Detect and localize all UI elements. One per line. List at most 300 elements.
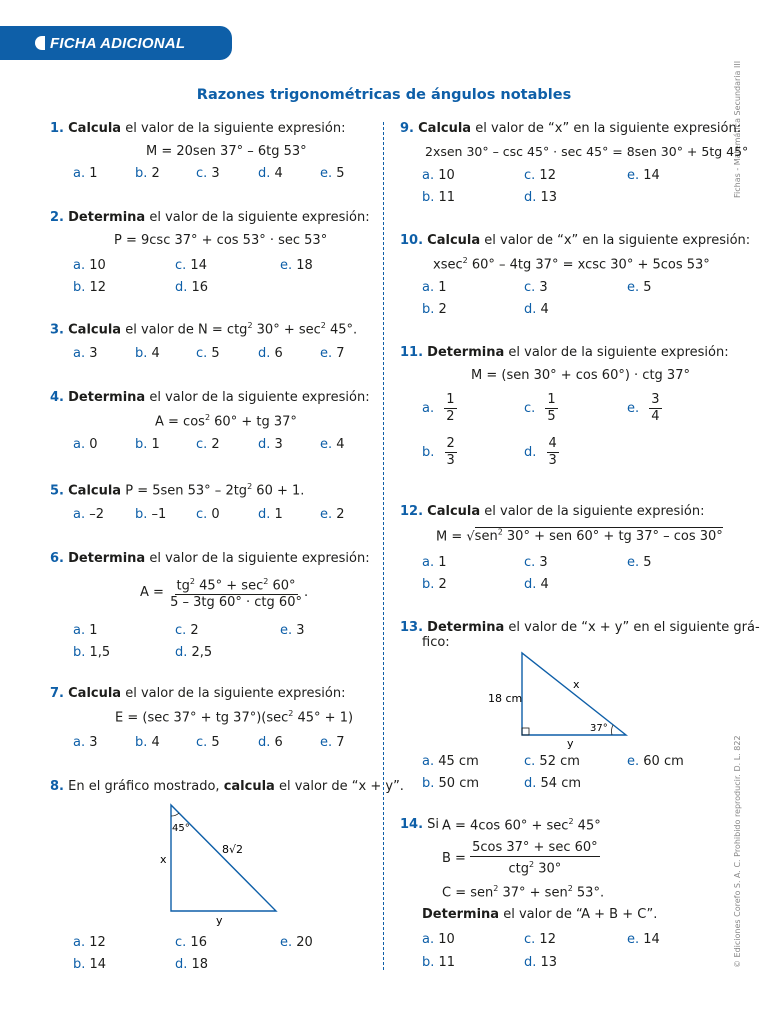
q10-option-b[interactable]	[422, 302, 447, 317]
question-12-statement	[400, 504, 705, 519]
option-value: 4	[540, 302, 549, 317]
question-7-verb: Calcula	[68, 686, 122, 701]
option-value: 12	[539, 168, 556, 183]
option-letter: e.	[627, 168, 640, 183]
question-8-number: 8.	[50, 779, 64, 794]
q4-option-e[interactable]	[320, 437, 345, 452]
option-value: 10	[89, 258, 106, 273]
option-value: 2	[190, 623, 199, 638]
question-1-number: 1.	[50, 121, 64, 136]
q8-triangle-figure	[150, 800, 290, 927]
option-value: 12	[89, 935, 106, 950]
question-14-verb: Determina	[422, 907, 500, 922]
option-letter: c.	[175, 623, 187, 638]
fraction-numerator: 4	[548, 436, 557, 451]
option-letter: a.	[73, 346, 86, 361]
section-tab-label: FICHA ADICIONAL	[50, 34, 186, 52]
q14-option-b[interactable]	[422, 955, 455, 970]
q11-option-c[interactable]	[524, 392, 558, 425]
option-letter: e.	[627, 555, 640, 570]
option-value: 3	[539, 280, 548, 295]
question-9-text: el valor de “x” en la siguiente expresión:	[471, 121, 742, 136]
option-value: 13	[540, 190, 558, 205]
q4-option-b[interactable]	[135, 437, 160, 452]
option-value: 13	[540, 955, 558, 970]
option-value: 5	[211, 735, 220, 750]
q3-option-d[interactable]	[258, 346, 283, 361]
option-letter: d.	[175, 280, 188, 295]
q3-option-a[interactable]	[73, 346, 98, 361]
question-14-statement	[400, 817, 439, 832]
expr-part: 30° + sen 60° + tg 37° – cos 30°	[502, 529, 723, 545]
q9-option-d[interactable]	[524, 190, 557, 205]
q13-option-b[interactable]	[422, 776, 479, 791]
triangle-shape	[171, 805, 276, 911]
question-13-text: el valor de “x + y” en el siguiente grá-	[504, 620, 760, 635]
question-10	[400, 233, 750, 248]
option-letter: e.	[320, 346, 333, 361]
question-11-number: 11.	[400, 345, 424, 360]
option-value: 7	[336, 735, 345, 750]
question-1-verb: Calcula	[68, 121, 122, 136]
q1-option-c[interactable]	[196, 166, 220, 181]
q2-option-d[interactable]	[175, 280, 208, 295]
expr-part: A = 4cos 60° + sec	[442, 818, 569, 834]
option-letter: e.	[627, 401, 640, 416]
q3-option-c[interactable]	[196, 346, 220, 361]
question-7	[50, 686, 345, 701]
tab-marker-icon	[35, 36, 45, 50]
option-value: 1	[151, 437, 160, 452]
question-7-number: 7.	[50, 686, 64, 701]
exponent: 2	[247, 482, 253, 491]
fraction	[444, 392, 456, 425]
question-10-verb: Calcula	[427, 233, 481, 248]
option-value: 1	[438, 280, 447, 295]
q8-option-e[interactable]	[280, 935, 313, 950]
q8-option-c[interactable]	[175, 935, 207, 950]
sqrt-icon: √	[466, 529, 475, 545]
question-2-expression: P = 9csc 37° + cos 53° · sec 53°	[114, 233, 328, 248]
question-10-statement	[400, 233, 750, 248]
q9-option-c[interactable]	[524, 168, 556, 183]
option-letter: b.	[135, 437, 148, 452]
q13-option-c[interactable]	[524, 754, 580, 769]
fraction	[168, 574, 304, 611]
q5-option-b[interactable]	[135, 507, 166, 522]
option-letter: c.	[524, 280, 536, 295]
fraction	[470, 840, 600, 877]
option-value: 10	[438, 168, 455, 183]
option-value: 5	[336, 166, 345, 181]
option-letter: b.	[422, 577, 435, 592]
q8-option-a[interactable]	[73, 935, 106, 950]
question-6-text: el valor de la siguiente expresión:	[145, 551, 370, 566]
question-10-expression	[433, 256, 710, 272]
option-letter: d.	[524, 445, 537, 460]
q10-option-c[interactable]	[524, 280, 548, 295]
exponent: 2	[288, 709, 294, 718]
expr-part: 60° – 4tg 37° = xcsc 30° + 5cos 53°	[467, 257, 710, 273]
question-12-text: el valor de la siguiente expresión:	[480, 504, 705, 519]
expr-part: 60°	[268, 578, 296, 594]
q8-option-d[interactable]	[175, 957, 208, 972]
q11-option-e[interactable]	[627, 392, 662, 425]
q3-option-e[interactable]	[320, 346, 345, 361]
q5-option-e[interactable]	[320, 507, 345, 522]
q12-option-c[interactable]	[524, 555, 548, 570]
question-14-expr-b	[442, 840, 600, 877]
q5-option-c[interactable]	[196, 507, 220, 522]
fraction-numerator: 3	[651, 392, 660, 407]
q12-option-e[interactable]	[627, 555, 652, 570]
vertical-side-label: 18 cm	[488, 692, 523, 705]
q1-option-b[interactable]	[135, 166, 160, 181]
option-letter: b.	[73, 645, 86, 660]
q5-option-d[interactable]	[258, 507, 283, 522]
option-letter: c.	[524, 754, 536, 769]
angle-label: 45°	[172, 823, 190, 834]
option-letter: b.	[135, 735, 148, 750]
q14-option-d[interactable]	[524, 955, 557, 970]
q8-option-b[interactable]	[73, 957, 106, 972]
option-letter: b.	[73, 957, 86, 972]
option-value: 18	[191, 957, 209, 972]
option-letter: c.	[196, 346, 208, 361]
q6-option-a[interactable]	[73, 623, 98, 638]
option-letter: a.	[73, 437, 86, 452]
question-4-number: 4.	[50, 390, 64, 405]
question-1	[50, 121, 345, 136]
option-value: 10	[438, 932, 455, 947]
option-letter: d.	[524, 577, 537, 592]
option-letter: a.	[73, 935, 86, 950]
option-letter: c.	[196, 735, 208, 750]
option-value: 54 cm	[540, 776, 582, 791]
q7-option-e[interactable]	[320, 735, 345, 750]
option-value: 3	[211, 166, 220, 181]
q11-option-b[interactable]	[422, 436, 457, 469]
expr-part: 37° + sen	[498, 885, 568, 901]
question-12-verb: Calcula	[427, 504, 481, 519]
q9-option-a[interactable]	[422, 168, 455, 183]
q13-option-e[interactable]	[627, 754, 684, 769]
q6-option-c[interactable]	[175, 623, 199, 638]
option-value: 12	[89, 280, 107, 295]
q2-option-a[interactable]	[73, 258, 106, 273]
expr-part: tg	[176, 578, 190, 594]
option-letter: b.	[422, 190, 435, 205]
fraction-numerator: 1	[547, 392, 556, 407]
option-letter: a.	[73, 507, 86, 522]
exponent: 2	[263, 577, 269, 586]
hypotenuse-label: x	[573, 678, 580, 691]
q9-option-b[interactable]	[422, 190, 455, 205]
q11-option-d[interactable]	[524, 436, 559, 469]
q12-option-b[interactable]	[422, 577, 447, 592]
question-7-expression	[115, 709, 353, 725]
option-value: 2	[211, 437, 220, 452]
option-value: 7	[336, 346, 345, 361]
q13-option-a[interactable]	[422, 754, 479, 769]
option-value: 2	[336, 507, 345, 522]
fraction-denominator: 3	[548, 453, 557, 468]
option-letter: c.	[524, 932, 536, 947]
q7-option-d[interactable]	[258, 735, 283, 750]
option-value: 1	[89, 623, 98, 638]
option-value: 18	[296, 258, 313, 273]
option-letter: c.	[524, 168, 536, 183]
question-1-statement	[50, 121, 345, 136]
q10-option-a[interactable]	[422, 280, 447, 295]
q2-option-c[interactable]	[175, 258, 207, 273]
option-value: 45 cm	[438, 754, 479, 769]
fraction-denominator: 5 – 3tg 60° · ctg 60°	[170, 595, 302, 611]
option-value: 1	[438, 555, 447, 570]
question-6	[50, 551, 370, 566]
question-9-statement	[400, 121, 741, 136]
option-value: 4	[274, 166, 283, 181]
q12-option-d[interactable]	[524, 577, 549, 592]
q1-option-a[interactable]	[73, 166, 98, 181]
q6-option-e[interactable]	[280, 623, 305, 638]
fraction	[545, 392, 557, 425]
option-value: 16	[190, 935, 207, 950]
option-value: 14	[643, 932, 660, 947]
radicand	[475, 527, 723, 544]
angle-arc	[612, 725, 613, 735]
option-value: 6	[274, 735, 283, 750]
exponent: 2	[568, 817, 574, 826]
option-letter: e.	[280, 623, 293, 638]
question-8-statement	[50, 779, 404, 794]
option-value: 2,5	[191, 645, 213, 660]
angle-label: 37°	[590, 723, 608, 734]
question-3-verb: Calcula	[68, 322, 122, 338]
question-9-number: 9.	[400, 121, 414, 136]
question-4-text: el valor de la siguiente expresión:	[145, 390, 370, 405]
question-2	[50, 210, 370, 225]
option-letter: c.	[175, 935, 187, 950]
question-8-text: el valor de “x + y”.	[274, 779, 404, 794]
fraction-denominator: 3	[446, 453, 455, 468]
question-6-number: 6.	[50, 551, 64, 566]
option-value: 12	[539, 932, 556, 947]
q13-triangle-figure	[480, 645, 640, 750]
option-letter: e.	[627, 280, 640, 295]
fraction-denominator: 2	[446, 409, 455, 424]
exponent: 2	[497, 528, 503, 537]
expr-part: A = cos	[155, 414, 205, 430]
option-letter: b.	[135, 507, 148, 522]
fraction-numerator: 1	[446, 392, 455, 407]
option-value: 4	[151, 735, 160, 750]
q1-option-e[interactable]	[320, 166, 345, 181]
option-value: 2	[438, 577, 447, 592]
q9-option-e[interactable]	[627, 168, 660, 183]
option-value: 14	[643, 168, 660, 183]
q7-option-a[interactable]	[73, 735, 98, 750]
expr-part: 45° + sec	[194, 578, 264, 594]
option-letter: d.	[524, 776, 537, 791]
question-11	[400, 345, 729, 360]
question-2-verb: Determina	[68, 210, 146, 225]
option-value: 1	[274, 507, 283, 522]
option-value: 6	[274, 346, 283, 361]
option-letter: b.	[422, 955, 435, 970]
option-letter: d.	[258, 346, 271, 361]
expr-part: 60° + tg 37°	[210, 414, 297, 430]
option-letter: e.	[627, 754, 640, 769]
option-value: 3	[539, 555, 548, 570]
right-angle-mark	[522, 728, 529, 735]
option-letter: a.	[422, 754, 435, 769]
question-12	[400, 504, 705, 519]
option-letter: c.	[524, 555, 536, 570]
q3-option-b[interactable]	[135, 346, 160, 361]
option-letter: a.	[73, 258, 86, 273]
q6-option-d[interactable]	[175, 645, 212, 660]
option-value: 14	[190, 258, 207, 273]
question-10-text: el valor de “x” en la siguiente expresión:	[480, 233, 751, 248]
exponent: 2	[528, 860, 535, 869]
question-11-expression: M = (sen 30° + cos 60°) · ctg 37°	[471, 368, 690, 383]
exponent: 2	[567, 884, 573, 893]
question-4-verb: Determina	[68, 390, 146, 405]
option-letter: d.	[258, 507, 271, 522]
q2-option-b[interactable]	[73, 280, 106, 295]
q14-option-c[interactable]	[524, 932, 556, 947]
option-value: 16	[191, 280, 209, 295]
question-14-number: 14.	[400, 817, 424, 832]
q2-option-e[interactable]	[280, 258, 313, 273]
option-letter: c.	[175, 258, 187, 273]
question-11-text: el valor de la siguiente expresión:	[504, 345, 729, 360]
question-6-verb: Determina	[68, 551, 146, 566]
question-13-text-line2: fico:	[422, 635, 450, 650]
question-9	[400, 121, 741, 136]
q11-option-a[interactable]	[422, 392, 457, 425]
option-letter: a.	[422, 401, 435, 416]
option-letter: d.	[524, 190, 537, 205]
q14-option-e[interactable]	[627, 932, 660, 947]
exponent: 2	[204, 413, 211, 422]
option-letter: b.	[422, 776, 435, 791]
q13-option-d[interactable]	[524, 776, 581, 791]
fraction	[445, 436, 457, 469]
option-letter: a.	[73, 166, 86, 181]
option-letter: a.	[422, 555, 435, 570]
question-1-text: el valor de la siguiente expresión:	[121, 121, 346, 136]
option-value: 0	[211, 507, 220, 522]
question-8	[50, 779, 404, 794]
bottom-side-label: y	[567, 737, 574, 750]
q4-option-a[interactable]	[73, 437, 98, 452]
option-letter: b.	[422, 445, 435, 460]
option-letter: e.	[280, 935, 293, 950]
exponent: 2	[247, 321, 253, 330]
option-value: –2	[89, 507, 105, 522]
q10-option-e[interactable]	[627, 280, 652, 295]
option-value: 0	[89, 437, 98, 452]
q5-option-a[interactable]	[73, 507, 104, 522]
option-letter: e.	[320, 735, 333, 750]
option-value: 3	[89, 735, 98, 750]
expr-part: sen	[474, 529, 498, 545]
question-3-number: 3.	[50, 322, 64, 338]
angle-arc	[171, 813, 179, 816]
question-8-verb: calcula	[223, 779, 275, 794]
question-3	[50, 321, 357, 337]
option-value: 3	[89, 346, 98, 361]
option-letter: d.	[524, 955, 537, 970]
side-series-label: Fichas - Matemática Secundaria III	[733, 60, 742, 198]
question-6-expression	[140, 574, 308, 611]
question-5-statement	[50, 482, 304, 498]
option-value: 3	[274, 437, 283, 452]
q1-option-d[interactable]	[258, 166, 283, 181]
option-value: 20	[296, 935, 313, 950]
exponent: 2	[493, 884, 499, 893]
question-10-number: 10.	[400, 233, 424, 248]
question-7-statement	[50, 686, 345, 701]
question-5-text-end: 60 + 1.	[252, 483, 305, 499]
q4-option-d[interactable]	[258, 437, 283, 452]
option-value: –1	[151, 507, 167, 522]
q10-option-d[interactable]	[524, 302, 549, 317]
option-letter: e.	[320, 437, 333, 452]
option-letter: d.	[524, 302, 537, 317]
question-3-text-end: 45°.	[325, 322, 358, 338]
question-4-expression	[155, 413, 297, 429]
q7-option-b[interactable]	[135, 735, 160, 750]
option-value: 5	[643, 280, 652, 295]
side-copyright: © Ediciones Corefo S. A. C. Prohibido reproducir. D. L. 822	[733, 735, 742, 968]
option-value: 5	[643, 555, 652, 570]
q14-option-a[interactable]	[422, 932, 455, 947]
fraction	[649, 392, 661, 425]
option-letter: a.	[422, 280, 435, 295]
option-value: 60 cm	[643, 754, 684, 769]
q7-option-c[interactable]	[196, 735, 220, 750]
question-11-statement	[400, 345, 729, 360]
q4-option-c[interactable]	[196, 437, 220, 452]
option-value: 11	[438, 955, 456, 970]
option-letter: b.	[73, 280, 86, 295]
expr-part: 30°	[534, 861, 562, 877]
expr-part: 53°.	[572, 885, 605, 901]
option-value: 1,5	[89, 645, 111, 660]
option-value: 14	[89, 957, 107, 972]
option-letter: a.	[73, 735, 86, 750]
question-4	[50, 390, 370, 405]
question-12-number: 12.	[400, 504, 424, 519]
question-3-text-mid: 30° + sec	[252, 322, 321, 338]
question-6-statement	[50, 551, 370, 566]
option-letter: d.	[258, 166, 271, 181]
option-letter: a.	[422, 168, 435, 183]
expr-part: E = (sec 37° + tg 37°)(sec	[115, 710, 289, 726]
question-4-statement	[50, 390, 370, 405]
q12-option-a[interactable]	[422, 555, 447, 570]
question-13-number: 13.	[400, 620, 424, 635]
option-letter: c.	[524, 401, 536, 416]
left-side-label: x	[160, 853, 167, 866]
option-value: 4	[540, 577, 549, 592]
option-letter: d.	[258, 437, 271, 452]
q6-option-b[interactable]	[73, 645, 110, 660]
question-13-verb: Determina	[427, 620, 505, 635]
